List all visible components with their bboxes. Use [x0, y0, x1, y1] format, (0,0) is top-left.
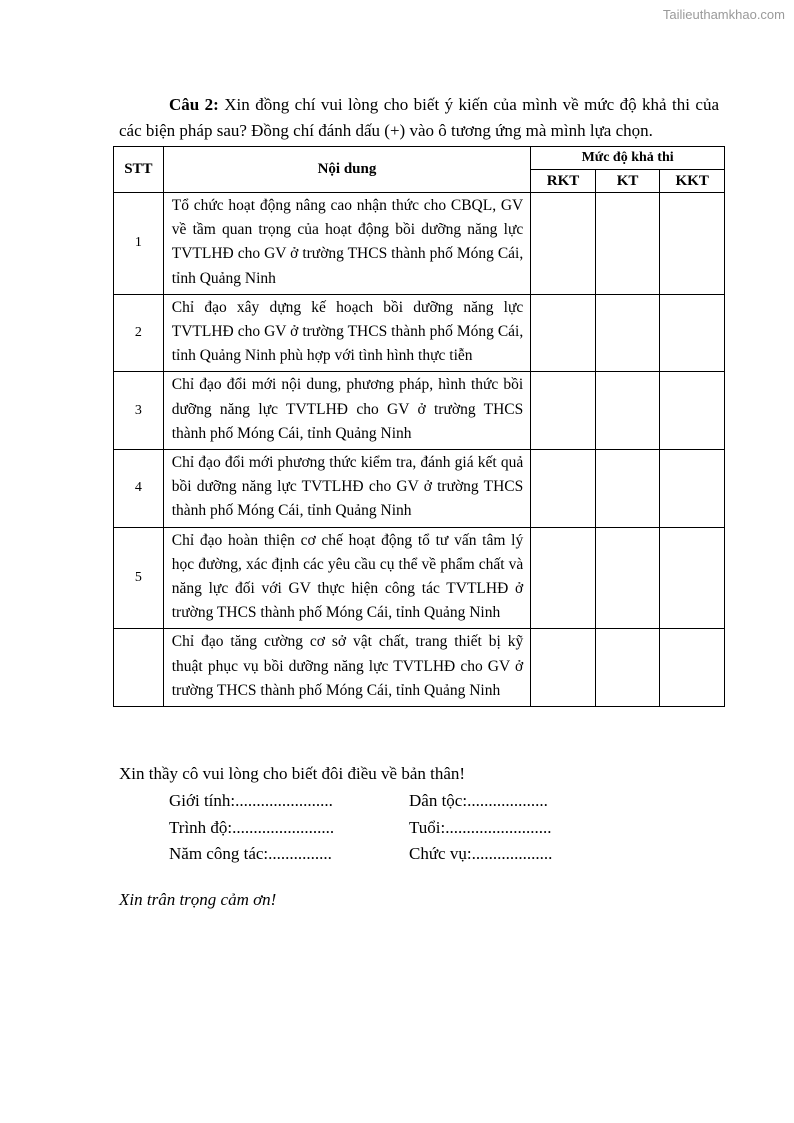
kt-cell[interactable] — [595, 450, 659, 528]
rkt-cell[interactable] — [531, 193, 596, 295]
kt-cell[interactable] — [595, 527, 659, 629]
row-number — [114, 629, 164, 707]
header-kt: KT — [595, 170, 659, 193]
closing-text: Xin trân trọng cảm ơn! — [119, 890, 277, 909]
row-content: Chỉ đạo đổi mới nội dung, phương pháp, hình thức bồi dưỡng năng lực TVTLHĐ cho GV ở trường THCS thành phố Móng Cái, tỉnh Quảng Ninh — [163, 372, 530, 450]
kkt-cell[interactable] — [660, 372, 725, 450]
level-field[interactable]: Trình độ:........................ — [169, 817, 335, 837]
years-field[interactable]: Năm công tác:............... — [169, 844, 332, 863]
table-row — [114, 294, 725, 372]
kkt-cell[interactable] — [660, 294, 725, 372]
kkt-cell[interactable] — [660, 450, 725, 528]
header-feasibility: Mức độ khả thi — [531, 147, 725, 170]
kkt-cell[interactable] — [660, 629, 725, 707]
table-row — [114, 450, 725, 528]
table-row — [114, 193, 725, 295]
kt-cell[interactable] — [595, 372, 659, 450]
rkt-cell[interactable] — [531, 629, 596, 707]
header-stt: STT — [114, 147, 164, 193]
row-number: 3 — [114, 372, 164, 450]
row-number: 2 — [114, 294, 164, 372]
rkt-cell[interactable] — [531, 450, 596, 528]
kt-cell[interactable] — [595, 193, 659, 295]
rkt-cell[interactable] — [531, 372, 596, 450]
row-content: Chỉ đạo tăng cường cơ sở vật chất, trang thiết bị kỹ thuật phục vụ bồi dưỡng năng lực TVTLHĐ cho GV ở trường THCS thành phố Móng Cái, tỉnh Quảng Ninh — [163, 629, 530, 707]
header-rkt: RKT — [531, 170, 596, 193]
row-content: Chỉ đạo xây dựng kế hoạch bồi dưỡng năng lực TVTLHĐ cho GV ở trường THCS thành phố Móng Cái, tỉnh Quảng Ninh phù hợp với tình hình thực tiễn — [163, 294, 530, 372]
watermark: Tailieuthamkhao.com — [662, 7, 785, 22]
personal-intro: Xin thầy cô vui lòng cho biết đôi điều về bản thân! — [119, 764, 466, 783]
rkt-cell[interactable] — [531, 527, 596, 629]
table-row — [114, 527, 725, 629]
ethnicity-field[interactable]: Dân tộc:................... — [409, 791, 548, 810]
question-label: Câu 2: — [169, 95, 219, 114]
row-number: 5 — [114, 527, 164, 629]
question-text: Xin đồng chí vui lòng cho biết ý kiến của mình về mức độ khả thi của các biện pháp sau? Đồng chí đánh dấu (+) vào ô tương ứng mà mình lựa chọn. — [119, 95, 719, 140]
row-content: Tổ chức hoạt động nâng cao nhận thức cho CBQL, GV về tầm quan trọng của hoạt động bồi dưỡng năng lực TVTLHĐ cho GV ở trường THCS thành phố Móng Cái, tỉnh Quảng Ninh — [163, 193, 530, 295]
age-field[interactable]: Tuổi:......................... — [409, 817, 552, 837]
feasibility-table — [113, 146, 725, 707]
kt-cell[interactable] — [595, 294, 659, 372]
kkt-cell[interactable] — [660, 193, 725, 295]
row-content: Chỉ đạo đổi mới phương thức kiểm tra, đánh giá kết quả bồi dưỡng năng lực TVTLHĐ cho GV ở trường THCS thành phố Móng Cái, tỉnh Quảng Ninh — [163, 450, 530, 528]
position-field[interactable]: Chức vụ:................... — [409, 844, 553, 863]
row-number: 1 — [114, 193, 164, 295]
header-kkt: KKT — [660, 170, 725, 193]
table-row — [114, 629, 725, 707]
kkt-cell[interactable] — [660, 527, 725, 629]
row-number: 4 — [114, 450, 164, 528]
gender-field[interactable]: Giới tính:....................... — [169, 791, 333, 810]
rkt-cell[interactable] — [531, 294, 596, 372]
question-paragraph — [119, 92, 719, 144]
personal-info — [169, 788, 552, 868]
row-content: Chỉ đạo hoàn thiện cơ chế hoạt động tổ tư vấn tâm lý học đường, xác định các yêu cầu cụ thể về phẩm chất và năng lực đối với GV thực hiện công tác TVTLHĐ ở trường THCS thành phố Móng Cái, tỉnh Quảng Ninh — [163, 527, 530, 629]
header-content: Nội dung — [163, 147, 530, 193]
table-row — [114, 372, 725, 450]
kt-cell[interactable] — [595, 629, 659, 707]
